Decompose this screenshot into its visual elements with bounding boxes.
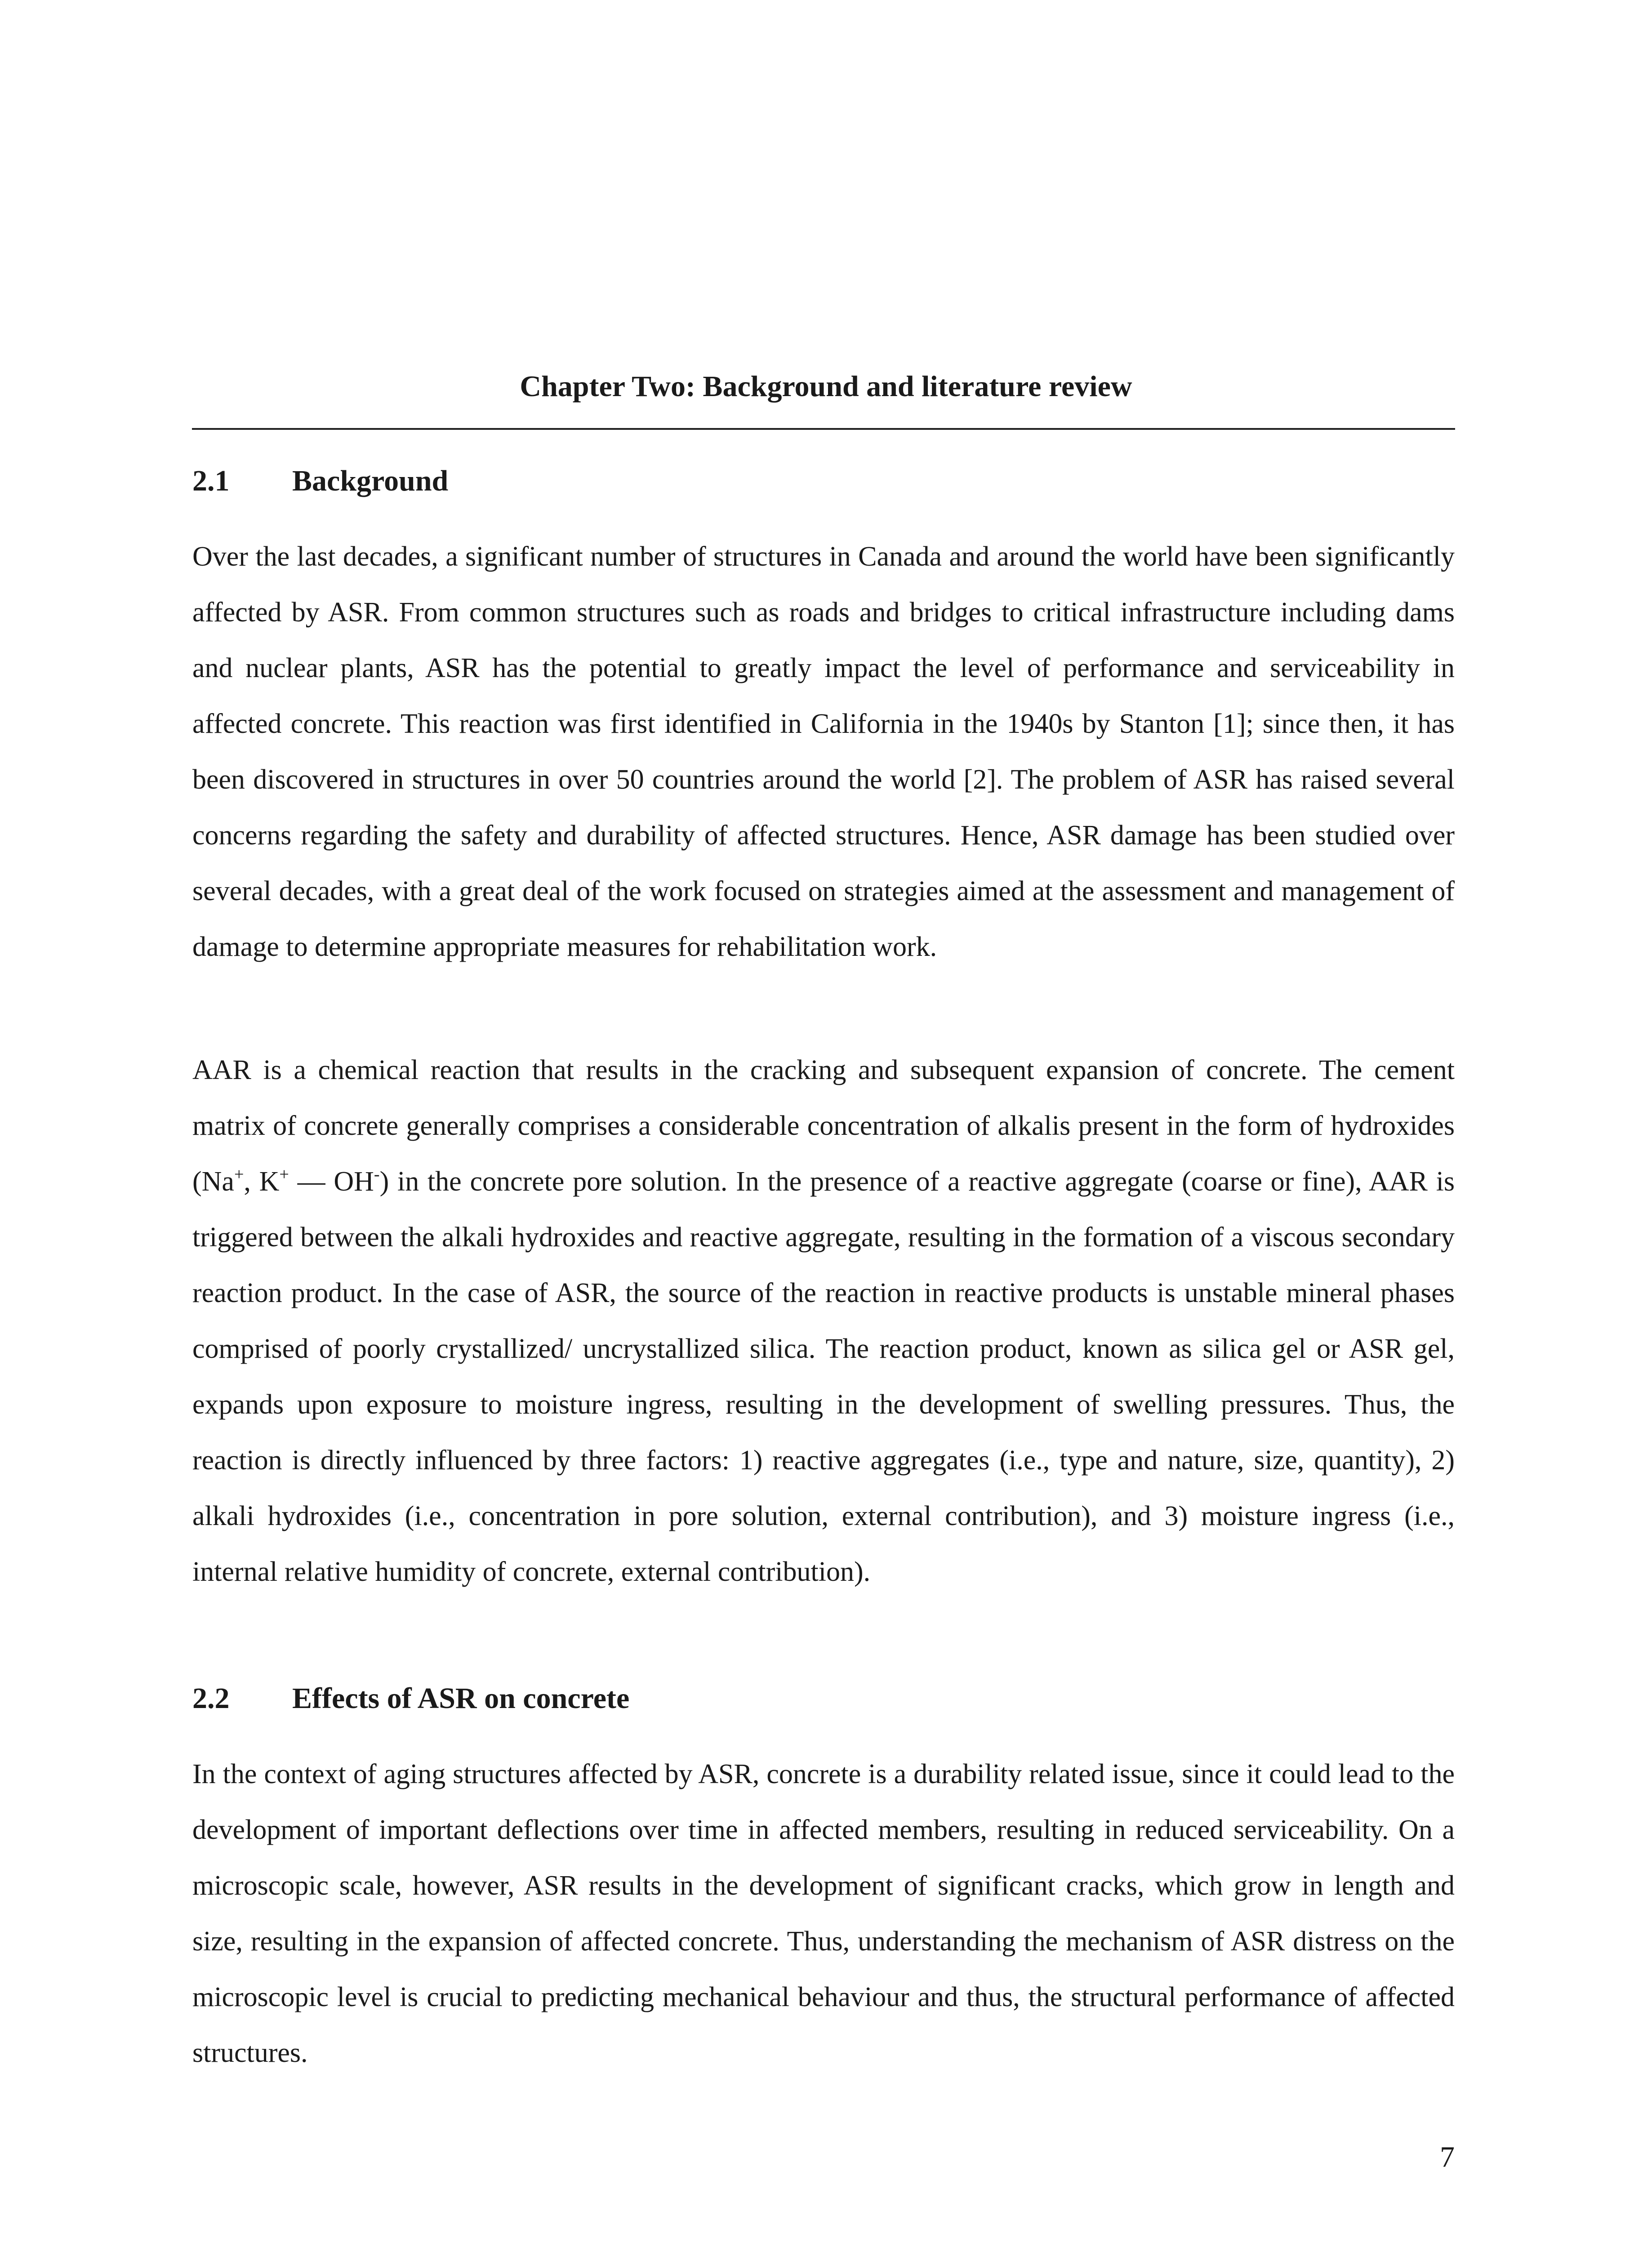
paragraph-aar-chemistry: AAR is a chemical reaction that results in the cracking and subsequent expansion of concrete. The cement matrix of concrete generally comprises a considerable concentration of alkalis present in the form of hydroxides (Na+, K+ — OH-) in the concrete pore solution. In the presence of a reactive aggregate (coarse or fine), AAR is triggered between the alkali hydroxides and reactive aggregate, resulting in the formation of a viscous secondary reaction product. In the case of ASR, the source of the reaction in reactive products is unstable mineral phases comprised of poorly crystallized/ uncrystallized silica. The reaction product, known as silica gel or ASR gel, expands upon exposure to moisture ingress, resulting in the development of swelling pressures. Thus, the reaction is directly influenced by three factors: 1) reactive aggregates (i.e., type and nature, size, quantity), 2) alkali hydroxides (i.e., concentration in pore solution, external contribution), and 3) moisture ingress (i.e., internal relative humidity of concrete, external contribution). (192, 1055, 1455, 1587)
header-rule (192, 428, 1455, 430)
paragraph-background: Over the last decades, a significant number of structures in Canada and around the world have been significantly affected by ASR. From common structures such as roads and bridges to critical infrastructure including dams and nuclear plants, ASR has the potential to greatly impact the level of performance and serviceability in affected concrete. This reaction was first identified in California in the 1940s by Stanton [1]; since then, it has been discovered in structures in over 50 countries around the world [2]. The problem of ASR has raised several concerns regarding the safety and durability of affected structures. Hence, ASR damage has been studied over several decades, with a great deal of the work focused on strategies aimed at the assessment and management of damage to determine appropriate measures for rehabilitation work. (192, 541, 1455, 962)
section-number: 2.1 (192, 464, 230, 497)
section-title: Background (292, 464, 449, 497)
section-heading-2-1 (192, 463, 448, 499)
section-heading-2-2 (192, 1681, 629, 1717)
page-number: 7 (1440, 2141, 1455, 2173)
section-title: Effects of ASR on concrete (292, 1682, 630, 1715)
chapter-title: Chapter Two: Background and literature review (520, 370, 1132, 403)
paragraph-effects-of-asr: In the context of aging structures affected by ASR, concrete is a durability related issue, since it could lead to the development of important deflections over time in affected members, resulting in reduced serviceability. On a microscopic scale, however, ASR results in the development of significant cracks, which grow in length and size, resulting in the expansion of affected concrete. Thus, understanding the mechanism of ASR distress on the microscopic level is crucial to predicting mechanical behaviour and thus, the structural performance of affected structures. (192, 1759, 1455, 2068)
section-number: 2.2 (192, 1682, 230, 1715)
